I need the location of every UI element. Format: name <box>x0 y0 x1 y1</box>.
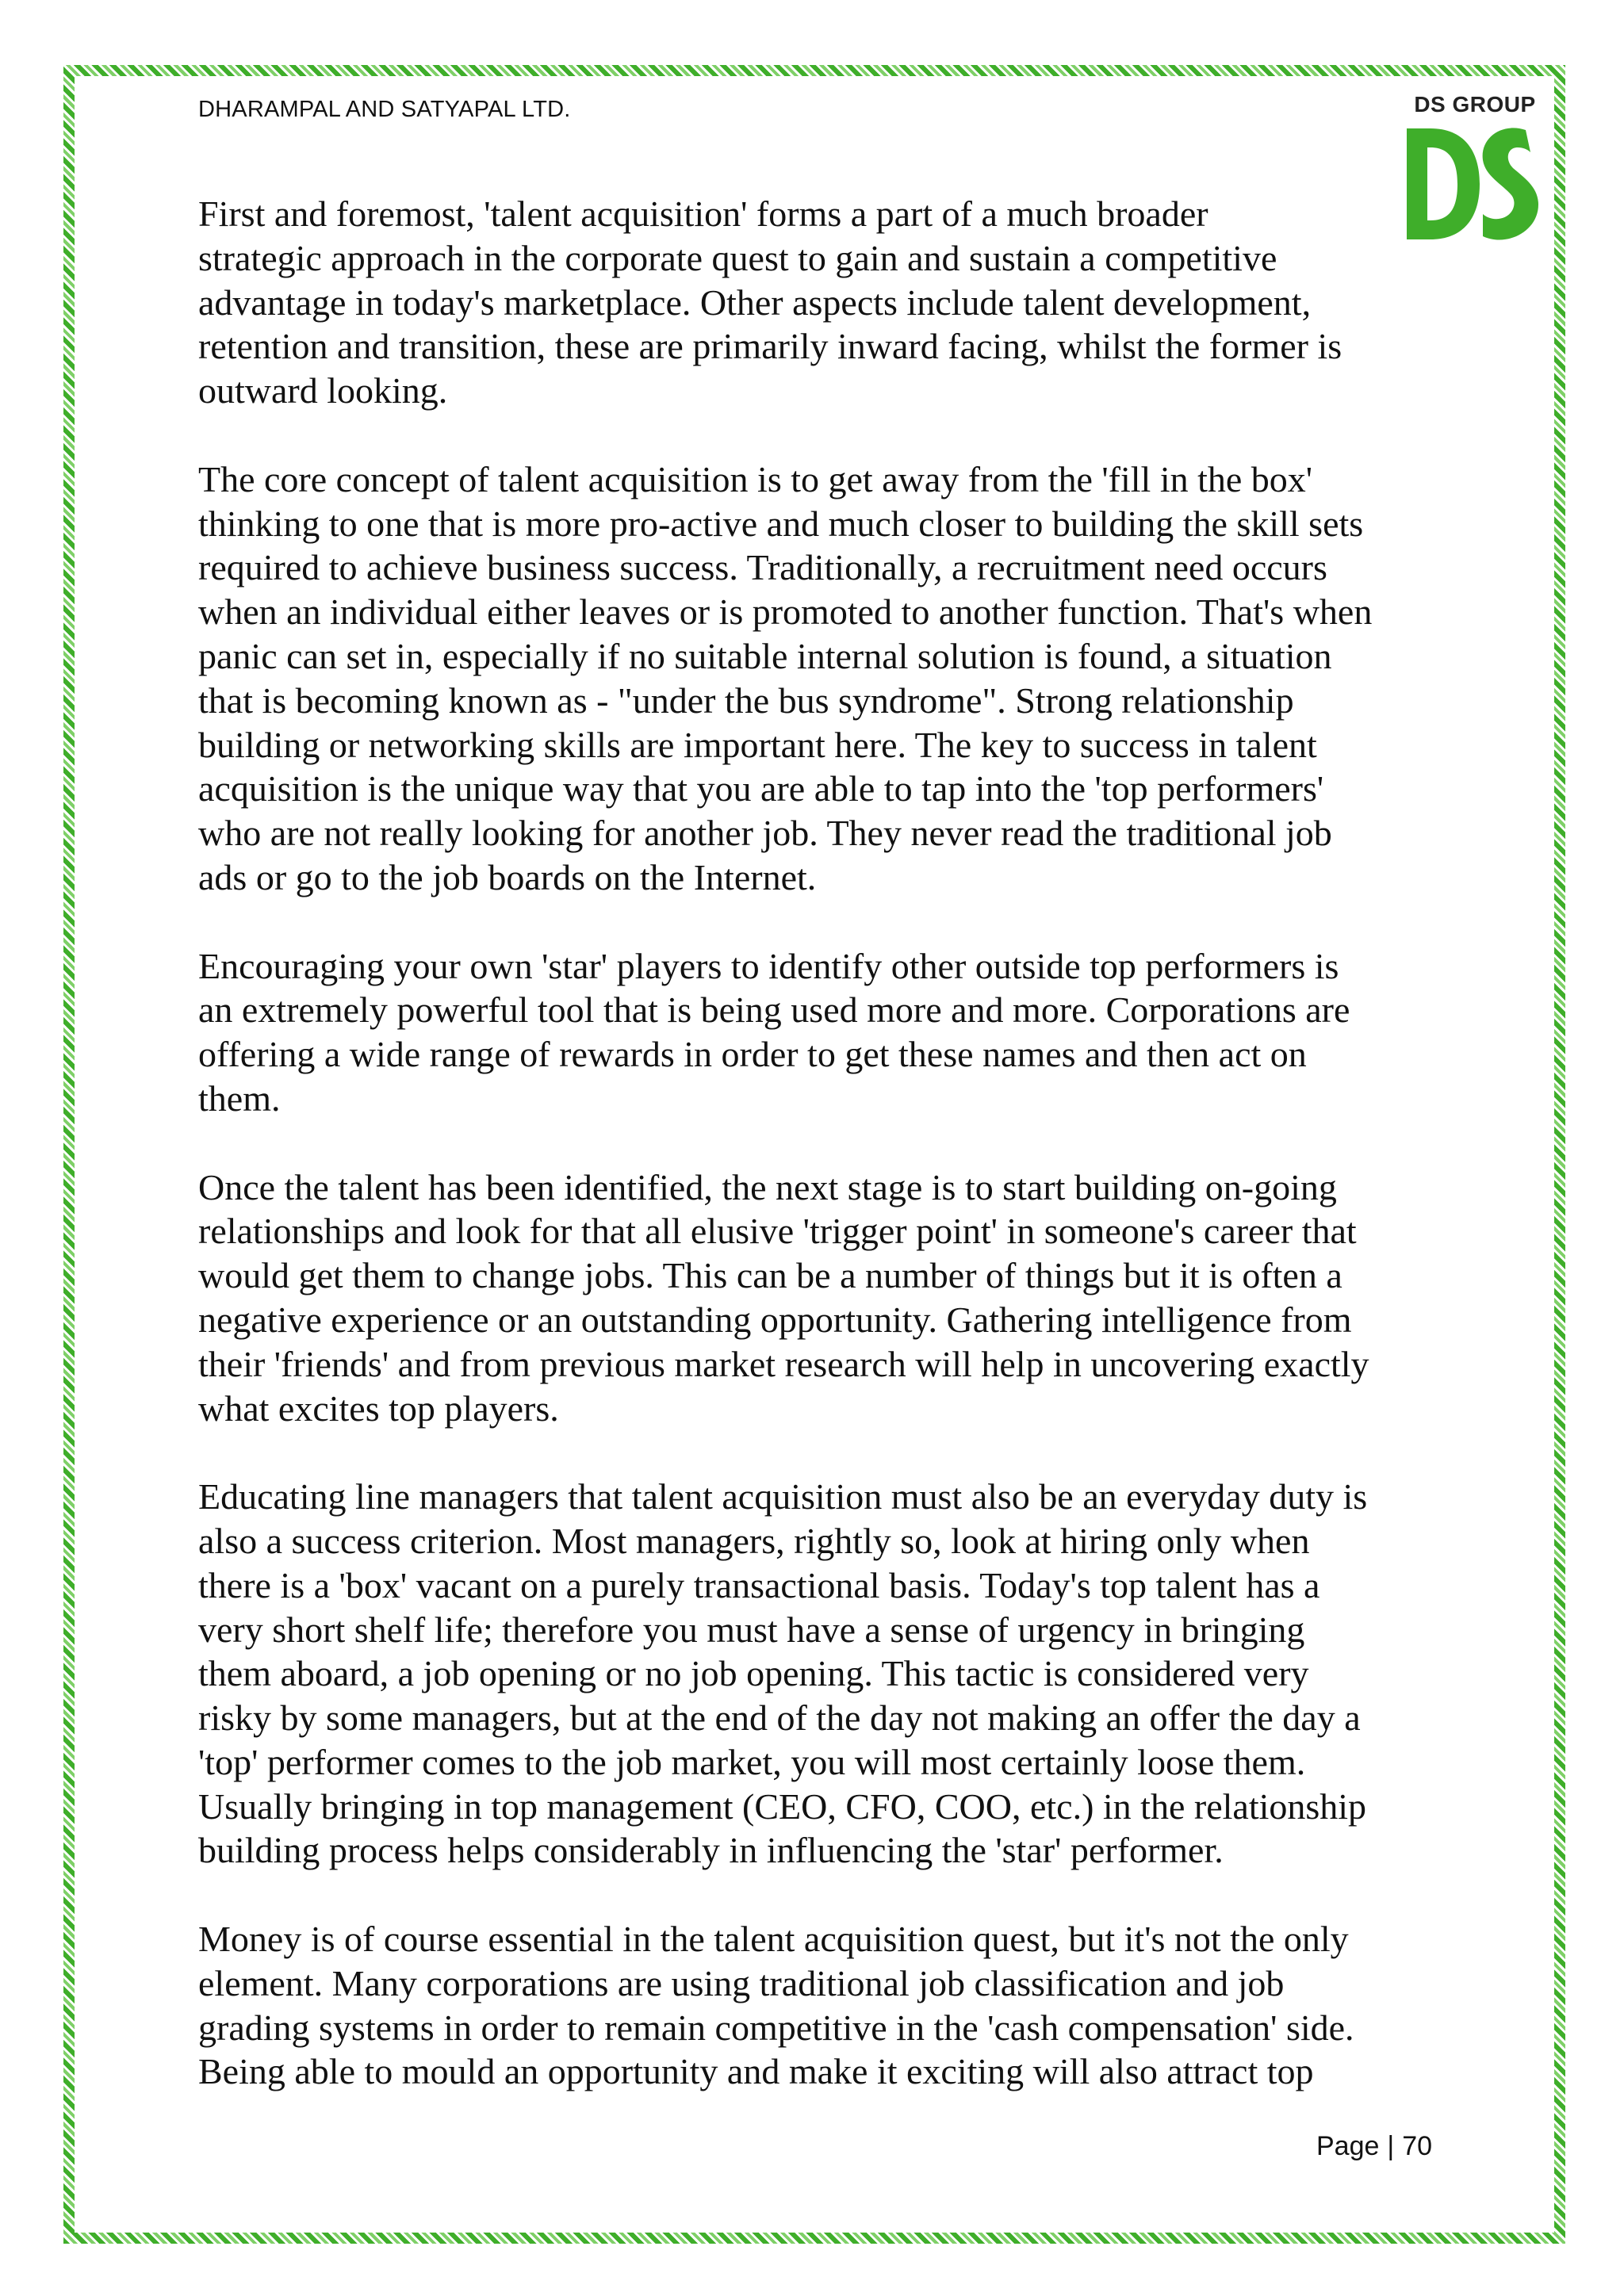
header-company-name: DHARAMPAL AND SATYAPAL LTD. <box>198 97 571 122</box>
page-number: 70 <box>1402 2131 1433 2161</box>
text-line: Usually bringing in top management (CEO, CFO, COO, etc.) in the relationship <box>198 1785 1367 1827</box>
paragraph-trigger-point <box>198 1165 1451 1431</box>
paragraph-talent-acquisition-overview <box>198 192 1451 413</box>
page-number-footer <box>1316 2131 1432 2162</box>
logo-s-shape <box>1483 128 1538 239</box>
text-line: very short shelf life; therefore you must have a sense of urgency in bringing <box>198 1609 1305 1650</box>
document-body <box>198 192 1451 2138</box>
text-line: Educating line managers that talent acquisition must also be an everyday duty is <box>198 1476 1368 1517</box>
text-line: Being able to mould an opportunity and make it exciting will also attract top <box>198 2051 1314 2092</box>
paragraph-core-concept <box>198 457 1451 900</box>
text-line: an extremely powerful tool that is being used more and more. Corporations are <box>198 989 1350 1031</box>
text-line: their 'friends' and from previous market research will help in uncovering exactly <box>198 1343 1369 1384</box>
text-line: what excites top players. <box>198 1387 559 1429</box>
text-line: Money is of course essential in the talent acquisition quest, but it's not the only <box>198 1919 1349 1960</box>
paragraph-money <box>198 1917 1451 2094</box>
text-line: them aboard, a job opening or no job opening. This tactic is considered very <box>198 1653 1309 1694</box>
text-line: would get them to change jobs. This can be a number of things but it is often a <box>198 1255 1342 1296</box>
text-line: Once the talent has been identified, the next stage is to start building on-going <box>198 1166 1337 1207</box>
text-line: The core concept of talent acquisition is to get away from the 'fill in the box' <box>198 458 1313 499</box>
text-line: element. Many corporations are using traditional job classification and job <box>198 1962 1285 2003</box>
text-line: negative experience or an outstanding opportunity. Gathering intelligence from <box>198 1299 1352 1340</box>
text-line: relationships and look for that all elusive 'trigger point' in someone's career that <box>198 1211 1357 1252</box>
page-label: Page <box>1316 2131 1380 2161</box>
paragraph-line-managers <box>198 1475 1451 1873</box>
text-line: grading systems in order to remain competitive in the 'cash compensation' side. <box>198 2007 1354 2048</box>
page-separator: | <box>1387 2131 1395 2161</box>
text-line: panic can set in, especially if no suitable internal solution is found, a situation <box>198 635 1332 676</box>
text-line: required to achieve business success. Traditionally, a recruitment need occurs <box>198 547 1327 588</box>
paragraph-star-players <box>198 944 1451 1121</box>
text-line: also a success criterion. Most managers, rightly so, look at hiring only when <box>198 1520 1310 1561</box>
text-line: strategic approach in the corporate quest to gain and sustain a competitive <box>198 237 1277 278</box>
text-line: there is a 'box' vacant on a purely transactional basis. Today's top talent has a <box>198 1564 1320 1605</box>
text-line: them. <box>198 1077 281 1119</box>
text-line: offering a wide range of rewards in order to get these names and then act on <box>198 1034 1307 1075</box>
text-line: advantage in today's marketplace. Other aspects include talent development, <box>198 281 1312 323</box>
text-line: who are not really looking for another job. They never read the traditional job <box>198 813 1332 854</box>
text-line: retention and transition, these are primarily inward facing, whilst the former is <box>198 326 1342 367</box>
logo-text: DS GROUP <box>1414 92 1536 117</box>
text-line: building process helps considerably in influencing the 'star' performer. <box>198 1830 1224 1871</box>
text-line: First and foremost, 'talent acquisition' forms a part of a much broader <box>198 193 1208 234</box>
text-line: 'top' performer comes to the job market, you will most certainly loose them. <box>198 1741 1306 1782</box>
text-line: ads or go to the job boards on the Internet. <box>198 856 817 897</box>
text-line: when an individual either leaves or is promoted to another function. That's when <box>198 591 1373 633</box>
text-line: outward looking. <box>198 370 448 411</box>
text-line: thinking to one that is more pro-active and much closer to building the skill sets <box>198 503 1364 544</box>
text-line: that is becoming known as - "under the bus syndrome". Strong relationship <box>198 679 1294 721</box>
text-line: risky by some managers, but at the end of the day not making an offer the day a <box>198 1697 1361 1739</box>
text-line: Encouraging your own 'star' players to identify other outside top performers is <box>198 945 1339 986</box>
text-line: acquisition is the unique way that you are able to tap into the 'top performers' <box>198 768 1324 809</box>
text-line: building or networking skills are important here. The key to success in talent <box>198 724 1317 765</box>
